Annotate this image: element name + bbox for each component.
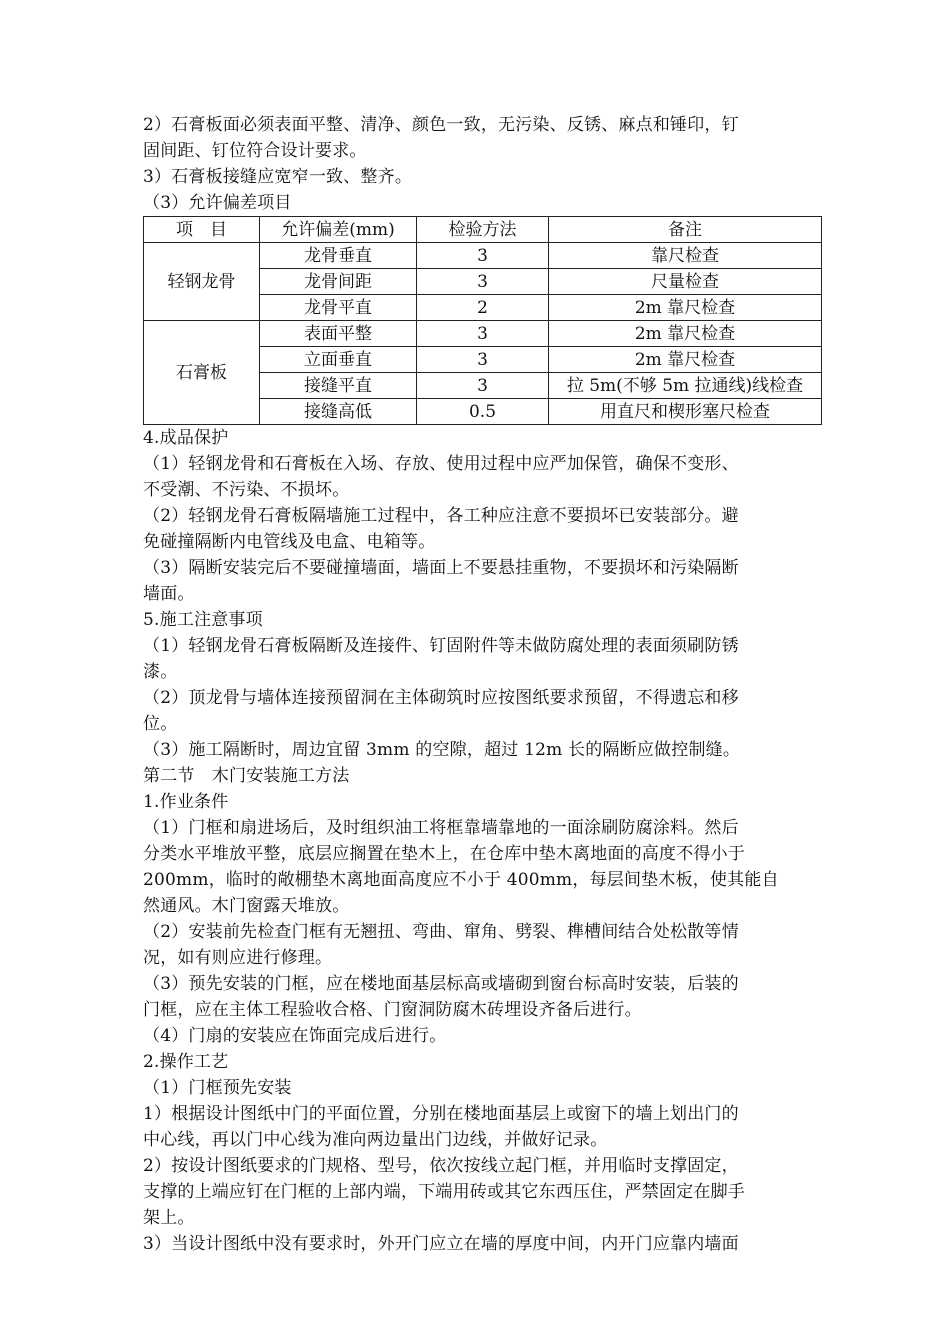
table-cell: 2m 靠尺检查 xyxy=(549,295,822,321)
paragraph-line: 2.操作工艺 xyxy=(143,1052,229,1072)
table-cell: 用直尺和楔形塞尺检查 xyxy=(549,399,822,425)
table-cell: 靠尺检查 xyxy=(549,243,822,269)
table-cell: 龙骨间距 xyxy=(260,269,417,295)
paragraph-line: 200mm，临时的敞棚垫木离地面高度应不小于 400mm，每层间垫木板，使其能自 xyxy=(143,870,779,890)
paragraph-line: 墙面。 xyxy=(143,584,195,604)
paragraph-line: 3）石膏板接缝应宽窄一致、整齐。 xyxy=(143,167,413,187)
paragraph-line: （2）轻钢龙骨石膏板隔墙施工过程中，各工种应注意不要损坏已安装部分。避 xyxy=(143,506,739,526)
text-block-top xyxy=(143,112,823,216)
paragraph-line: 支撑的上端应钉在门框的上部内端，下端用砖或其它东西压住，严禁固定在脚手 xyxy=(143,1182,745,1202)
table-cell: 尺量检查 xyxy=(549,269,822,295)
table-cell: 0.5 xyxy=(417,399,549,425)
paragraph-line: 3）当设计图纸中没有要求时，外开门应立在墙的厚度中间，内开门应靠内墙面 xyxy=(143,1234,739,1254)
paragraph-line: （4）门扇的安装应在饰面完成后进行。 xyxy=(143,1026,447,1046)
table-row xyxy=(144,321,822,347)
paragraph-line: 架上。 xyxy=(143,1208,195,1228)
paragraph-line: 固间距、钉位符合设计要求。 xyxy=(143,141,367,161)
paragraph-line: （3）预先安装的门框，应在楼地面基层标高或墙砌到窗台标高时安装，后装的 xyxy=(143,974,739,994)
paragraph-line: 况，如有则应进行修理。 xyxy=(143,948,333,968)
text-block-bottom xyxy=(143,425,823,1257)
paragraph-line: （2）安装前先检查门框有无翘扭、弯曲、窜角、劈裂、榫槽间结合处松散等情 xyxy=(143,922,739,942)
paragraph-line: 2）按设计图纸要求的门规格、型号，依次按线立起门框，并用临时支撑固定， xyxy=(143,1156,739,1176)
paragraph-line: （1）门框和扇进场后，及时组织油工将框靠墙靠地的一面涂刷防腐涂料。然后 xyxy=(143,818,739,838)
table-cell: 3 xyxy=(417,269,549,295)
paragraph-line: 不受潮、不污染、不损坏。 xyxy=(143,480,350,500)
paragraph-line: （1）门框预先安装 xyxy=(143,1078,292,1098)
table-cell: 2m 靠尺检查 xyxy=(549,321,822,347)
table-cell: 表面平整 xyxy=(260,321,417,347)
deviation-table xyxy=(143,216,822,425)
table-cell: 立面垂直 xyxy=(260,347,417,373)
group-cell: 石膏板 xyxy=(144,321,260,425)
paragraph-line: 位。 xyxy=(143,714,178,734)
paragraph-line: 漆。 xyxy=(143,662,178,682)
table-header-cell: 允许偏差(mm) xyxy=(260,217,417,243)
paragraph-line: 免碰撞隔断内电管线及电盒、电箱等。 xyxy=(143,532,436,552)
table-cell: 拉 5m(不够 5m 拉通线)线检查 xyxy=(549,373,822,399)
table-cell: 3 xyxy=(417,347,549,373)
paragraph-line: 中心线，再以门中心线为准向两边量出门边线，并做好记录。 xyxy=(143,1130,608,1150)
table-cell: 龙骨平直 xyxy=(260,295,417,321)
paragraph-line: 5.施工注意事项 xyxy=(143,610,263,630)
paragraph-line: 1）根据设计图纸中门的平面位置，分别在楼地面基层上或窗下的墙上划出门的 xyxy=(143,1104,739,1124)
table-cell: 接缝高低 xyxy=(260,399,417,425)
table-cell: 龙骨垂直 xyxy=(260,243,417,269)
paragraph-line: （1）轻钢龙骨和石膏板在入场、存放、使用过程中应严加保管，确保不变形、 xyxy=(143,454,739,474)
paragraph-line: （2）顶龙骨与墙体连接预留洞在主体砌筑时应按图纸要求预留，不得遗忘和移 xyxy=(143,688,739,708)
paragraph-line: 分类水平堆放平整，底层应搁置在垫木上，在仓库中垫木离地面的高度不得小于 xyxy=(143,844,745,864)
table-header-cell: 项 目 xyxy=(144,217,260,243)
paragraph-line: （3）隔断安装完后不要碰撞墙面，墙面上不要悬挂重物，不要损坏和污染隔断 xyxy=(143,558,739,578)
document-body xyxy=(143,112,823,1257)
group-cell: 轻钢龙骨 xyxy=(144,243,260,321)
table-cell: 3 xyxy=(417,243,549,269)
table-header-cell: 检验方法 xyxy=(417,217,549,243)
section-heading: （3）允许偏差项目 xyxy=(143,193,292,213)
table-cell: 接缝平直 xyxy=(260,373,417,399)
table-cell: 3 xyxy=(417,321,549,347)
paragraph-line: 1.作业条件 xyxy=(143,792,229,812)
table-row xyxy=(144,243,822,269)
paragraph-line: 2）石膏板面必须表面平整、清净、颜色一致，无污染、反锈、麻点和锤印，钉 xyxy=(143,115,739,135)
paragraph-line: 第二节 木门安装施工方法 xyxy=(143,766,350,786)
table-cell: 2m 靠尺检查 xyxy=(549,347,822,373)
paragraph-line: 然通风。木门窗露天堆放。 xyxy=(143,896,350,916)
table-header-row xyxy=(144,217,822,243)
paragraph-line: （1）轻钢龙骨石膏板隔断及连接件、钉固附件等未做防腐处理的表面须刷防锈 xyxy=(143,636,739,656)
table-header-cell: 备注 xyxy=(549,217,822,243)
paragraph-line: （3）施工隔断时，周边宜留 3mm 的空隙，超过 12m 长的隔断应做控制缝。 xyxy=(143,740,741,760)
paragraph-line: 门框，应在主体工程验收合格、门窗洞防腐木砖埋设齐备后进行。 xyxy=(143,1000,642,1020)
table-cell: 2 xyxy=(417,295,549,321)
table-cell: 3 xyxy=(417,373,549,399)
paragraph-line: 4.成品保护 xyxy=(143,428,229,448)
